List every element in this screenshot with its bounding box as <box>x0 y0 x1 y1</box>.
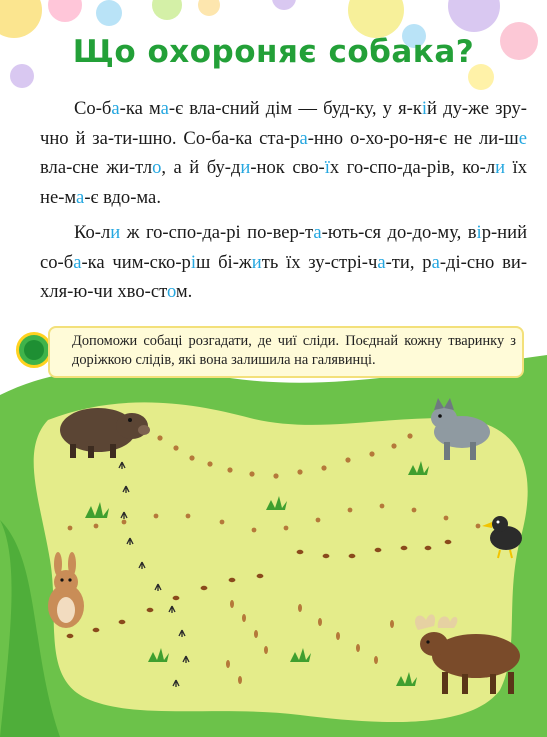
story-syllable: -ка <box>81 251 105 273</box>
page-title: Що охороняє собака? <box>72 34 475 70</box>
story-syllable: х <box>329 157 340 178</box>
story-vowel: е <box>518 127 527 149</box>
story-syllable: -ка <box>119 98 143 119</box>
story-vowel: а <box>111 98 120 119</box>
story-syllable: хво-ст <box>117 281 167 302</box>
story-syllable: у <box>382 98 392 119</box>
story-syllable: не <box>453 127 473 149</box>
story-syllable: р-ний <box>481 222 528 243</box>
story-syllable: — <box>298 98 317 119</box>
story-syllable: р <box>422 251 432 273</box>
story-syllable: -ють-ся <box>321 222 382 243</box>
story-syllable: м <box>148 98 161 119</box>
story-syllable: до-до-му, <box>387 222 462 243</box>
story-syllable: й <box>75 127 86 149</box>
story-syllable: ко-л <box>462 157 496 178</box>
story-syllable: Ко-л <box>74 222 111 243</box>
story-syllable: ро-ня-є <box>389 127 448 149</box>
story-syllable: я-к <box>398 98 422 119</box>
story-syllable: буд-ку, <box>323 98 377 119</box>
story-syllable: бі-ж <box>218 251 252 273</box>
task-box <box>48 326 524 378</box>
story-syllable: -ти, <box>385 251 415 273</box>
story-syllable: й <box>189 157 200 178</box>
story-syllable: -нно <box>307 127 344 149</box>
task-marker-icon <box>16 332 52 368</box>
story-syllable: а <box>173 157 182 178</box>
story-syllable: вла-сний <box>189 98 260 119</box>
story-syllable: со-б <box>40 251 74 273</box>
story-syllable: ж <box>126 222 140 243</box>
story-syllable: сво- <box>292 157 325 178</box>
story-syllable: -є <box>84 186 99 208</box>
story-syllable: -нок <box>250 157 285 178</box>
story-vowel: и <box>495 157 506 178</box>
story-vowel: і <box>421 98 428 119</box>
story-vowel: а <box>299 127 308 149</box>
story-vowel: а <box>76 186 85 208</box>
story-syllable: го-спо-да-рів, <box>346 157 455 178</box>
story-syllable: не-м <box>40 186 77 208</box>
story-syllable: го-спо-да-рі <box>145 222 241 243</box>
story-vowel: о <box>152 157 162 178</box>
task-instruction: Допоможи собаці розгадати, де чиї сліди. Поєднай кожну тваринку з доріжкою слідів, які вона залишила на галявинці. <box>72 333 516 368</box>
story-syllable: Со-б <box>74 98 112 119</box>
story-syllable: ли-ш <box>478 127 519 149</box>
story-vowel: і <box>190 251 196 273</box>
story-syllable: в <box>467 222 477 243</box>
story-syllable: ду- <box>443 98 469 119</box>
story-vowel: а <box>313 222 322 243</box>
story-vowel: і <box>476 222 482 243</box>
story-vowel: и <box>240 157 251 178</box>
story-vowel: а <box>160 98 169 119</box>
story-syllable: по-вер-т <box>247 222 314 243</box>
story-vowel: и <box>110 222 121 243</box>
story-syllable: жи-тл <box>106 157 153 178</box>
story-syllable: бу-д <box>206 157 241 178</box>
story-syllable: -є <box>168 98 184 119</box>
story-syllable: вла-сне <box>40 157 99 178</box>
story-syllable: дім <box>265 98 293 119</box>
story-syllable: м. <box>175 281 193 302</box>
story-syllable: чим-ско-р <box>112 251 191 273</box>
story-syllable: ть <box>261 251 279 273</box>
story-syllable: зру-чно <box>40 98 527 149</box>
story-syllable: -ді-сно <box>439 251 495 273</box>
story-syllable: зу-стрі-ч <box>308 251 378 273</box>
story-vowel: а <box>377 251 386 273</box>
story-vowel: о <box>166 281 176 302</box>
story-syllable: Со-ба-ка <box>183 127 253 149</box>
story-syllable: ви-хля-ю-чи <box>40 251 528 302</box>
story-syllable: же <box>468 98 489 119</box>
story-vowel: а <box>73 251 82 273</box>
story-syllable: й <box>427 98 437 119</box>
story-vowel: ї <box>324 157 330 178</box>
story-syllable: о-хо- <box>349 127 390 149</box>
story-syllable: за-ти-шно. <box>92 127 177 149</box>
story-syllable: ста-р <box>259 127 300 149</box>
story-syllable: вдо-ма. <box>103 186 161 208</box>
story-syllable: їх <box>512 157 528 178</box>
story-vowel: и <box>251 251 262 273</box>
story-vowel: а <box>431 251 440 273</box>
story-syllable: ш <box>195 251 211 273</box>
story-syllable: , <box>161 157 167 178</box>
story-syllable: їх <box>286 251 301 273</box>
